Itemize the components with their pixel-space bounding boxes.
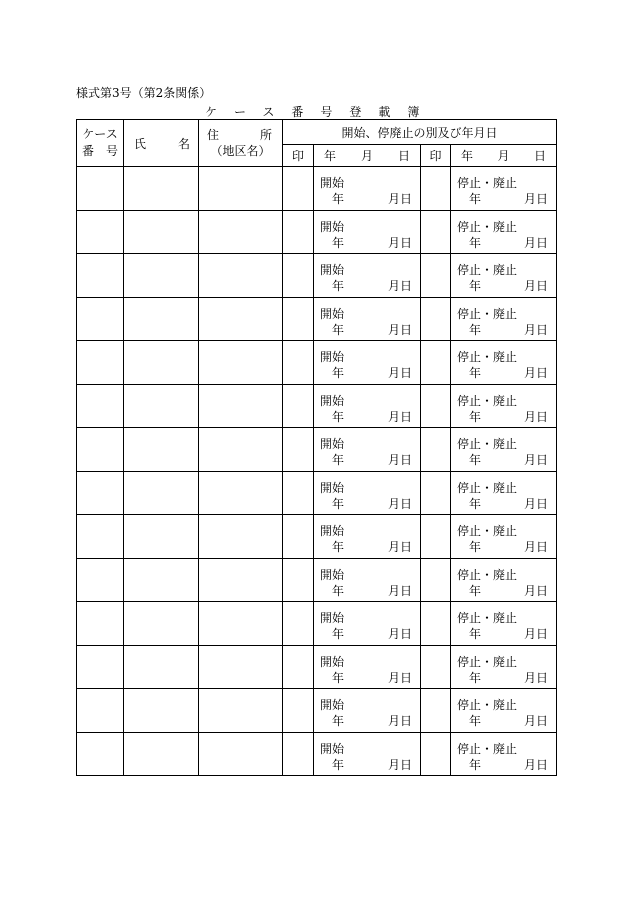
address-cell[interactable] — [199, 558, 283, 602]
address-cell[interactable] — [199, 297, 283, 341]
day-label: 日 — [536, 235, 549, 250]
seal-start-cell[interactable] — [283, 297, 314, 341]
stop-date-cell[interactable] — [451, 254, 557, 298]
name-cell[interactable] — [124, 602, 199, 646]
header-year: 年 — [324, 149, 337, 163]
stop-label: 停止・廃止 — [457, 393, 518, 408]
seal-start-cell[interactable] — [283, 602, 314, 646]
start-date-cell[interactable] — [314, 384, 421, 428]
stop-date-cell[interactable] — [451, 515, 557, 559]
day-label: 日 — [536, 322, 549, 337]
header-month: 月 — [360, 149, 373, 163]
year-label: 年 — [332, 409, 345, 424]
address-cell[interactable] — [199, 341, 283, 385]
header-year: 年 — [461, 149, 474, 163]
year-label: 年 — [469, 714, 482, 728]
month-label: 月 — [387, 279, 400, 293]
start-date-cell[interactable] — [314, 689, 421, 733]
stop-date-cell[interactable] — [451, 471, 557, 515]
month-label: 月 — [523, 453, 536, 467]
start-date-cell[interactable] — [314, 297, 421, 341]
month-label: 月 — [387, 757, 400, 772]
year-label: 年 — [469, 540, 482, 554]
start-date-cell[interactable] — [314, 210, 421, 254]
day-label: 日 — [536, 279, 549, 293]
year-label: 年 — [469, 192, 482, 206]
month-label: 月 — [387, 670, 400, 685]
day-label: 日 — [399, 279, 412, 293]
case-number-cell[interactable] — [77, 210, 124, 254]
header-address — [199, 120, 283, 167]
table-row — [77, 384, 557, 428]
day-label: 日 — [536, 366, 549, 380]
stop-label: 停止・廃止 — [457, 306, 518, 321]
stop-date-cell[interactable] — [451, 167, 557, 211]
case-number-cell[interactable] — [77, 167, 124, 211]
year-label: 年 — [332, 540, 345, 554]
day-label: 日 — [399, 670, 412, 685]
start-label: 開始 — [320, 567, 345, 582]
header-date-stop — [451, 145, 557, 167]
seal-start-cell[interactable] — [283, 558, 314, 602]
day-label: 日 — [536, 540, 549, 554]
address-cell[interactable] — [199, 428, 283, 472]
start-date-cell[interactable] — [314, 602, 421, 646]
start-date-cell[interactable] — [314, 515, 421, 559]
case-number-cell[interactable] — [77, 645, 124, 689]
table-row — [77, 341, 557, 385]
month-label: 月 — [523, 192, 536, 206]
name-cell[interactable] — [124, 254, 199, 298]
month-label: 月 — [523, 366, 536, 380]
seal-stop-cell[interactable] — [421, 645, 451, 689]
year-label: 年 — [469, 322, 482, 337]
stop-date-cell[interactable] — [451, 297, 557, 341]
header-seal-stop: 印 — [421, 145, 451, 167]
address-cell[interactable] — [199, 384, 283, 428]
seal-stop-cell[interactable] — [421, 254, 451, 298]
name-cell[interactable] — [124, 297, 199, 341]
header-address-b: 所 — [259, 128, 272, 142]
year-label: 年 — [332, 192, 345, 206]
stop-label: 停止・廃止 — [457, 698, 518, 712]
header-name — [124, 120, 199, 167]
start-label: 開始 — [320, 524, 345, 538]
stop-label: 停止・廃止 — [457, 437, 518, 451]
year-label: 年 — [332, 627, 345, 641]
day-label: 日 — [399, 496, 412, 511]
day-label: 日 — [399, 366, 412, 380]
month-label: 月 — [523, 496, 536, 511]
name-cell[interactable] — [124, 384, 199, 428]
month-label: 月 — [387, 322, 400, 337]
name-cell[interactable] — [124, 732, 199, 776]
seal-stop-cell[interactable] — [421, 558, 451, 602]
month-label: 月 — [387, 409, 400, 424]
year-label: 年 — [469, 235, 482, 250]
case-number-cell[interactable] — [77, 515, 124, 559]
header-case-number — [77, 120, 124, 167]
start-label: 開始 — [320, 654, 345, 669]
case-number-cell[interactable] — [77, 341, 124, 385]
table-row — [77, 167, 557, 211]
day-label: 日 — [536, 670, 549, 685]
stop-label: 停止・廃止 — [457, 219, 518, 234]
stop-date-cell[interactable] — [451, 689, 557, 733]
case-number-cell[interactable] — [77, 558, 124, 602]
month-label: 月 — [387, 366, 400, 380]
name-cell[interactable] — [124, 689, 199, 733]
month-label: 月 — [387, 714, 400, 728]
year-label: 年 — [469, 670, 482, 685]
seal-start-cell[interactable] — [283, 428, 314, 472]
month-label: 月 — [387, 583, 400, 598]
seal-start-cell[interactable] — [283, 167, 314, 211]
stop-date-cell[interactable] — [451, 210, 557, 254]
month-label: 月 — [387, 453, 400, 467]
stop-date-cell[interactable] — [451, 384, 557, 428]
day-label: 日 — [536, 627, 549, 641]
month-label: 月 — [523, 714, 536, 728]
stop-date-cell[interactable] — [451, 732, 557, 776]
table-row — [77, 254, 557, 298]
page-title: ケース番号登載簿 — [205, 105, 437, 119]
start-label: 開始 — [320, 393, 345, 408]
stop-label: 停止・廃止 — [457, 263, 518, 277]
start-label: 開始 — [320, 219, 345, 234]
start-label: 開始 — [320, 480, 345, 495]
stop-label: 停止・廃止 — [457, 524, 518, 538]
year-label: 年 — [332, 453, 345, 467]
address-cell[interactable] — [199, 210, 283, 254]
start-date-cell[interactable] — [314, 254, 421, 298]
stop-date-cell[interactable] — [451, 428, 557, 472]
day-label: 日 — [536, 757, 549, 772]
day-label: 日 — [399, 235, 412, 250]
address-cell[interactable] — [199, 689, 283, 733]
year-label: 年 — [332, 583, 345, 598]
day-label: 日 — [399, 409, 412, 424]
address-cell[interactable] — [199, 167, 283, 211]
start-label: 開始 — [320, 176, 345, 190]
stop-label: 停止・廃止 — [457, 654, 518, 669]
day-label: 日 — [399, 627, 412, 641]
start-date-cell[interactable] — [314, 428, 421, 472]
seal-stop-cell[interactable] — [421, 732, 451, 776]
seal-stop-cell[interactable] — [421, 297, 451, 341]
seal-start-cell[interactable] — [283, 384, 314, 428]
month-label: 月 — [523, 235, 536, 250]
stop-label: 停止・廃止 — [457, 611, 518, 625]
address-cell[interactable] — [199, 732, 283, 776]
day-label: 日 — [536, 192, 549, 206]
month-label: 月 — [387, 627, 400, 641]
header-case-number-line1: ケース — [82, 127, 118, 141]
start-label: 開始 — [320, 741, 345, 756]
month-label: 月 — [523, 540, 536, 554]
stop-date-cell[interactable] — [451, 558, 557, 602]
case-number-cell[interactable] — [77, 297, 124, 341]
registry-table — [76, 119, 557, 776]
form-number: 様式第3号（第2条関係） — [76, 86, 212, 100]
case-number-cell[interactable] — [77, 384, 124, 428]
case-number-cell[interactable] — [77, 602, 124, 646]
case-number-cell[interactable] — [77, 254, 124, 298]
name-cell[interactable] — [124, 167, 199, 211]
year-label: 年 — [469, 279, 482, 293]
header-seal-start: 印 — [283, 145, 314, 167]
month-label: 月 — [523, 583, 536, 598]
seal-stop-cell[interactable] — [421, 167, 451, 211]
address-cell[interactable] — [199, 471, 283, 515]
case-number-cell[interactable] — [77, 428, 124, 472]
table-row — [77, 645, 557, 689]
header-name-b: 名 — [177, 136, 190, 151]
name-cell[interactable] — [124, 558, 199, 602]
table-row — [77, 471, 557, 515]
table-row — [77, 428, 557, 472]
year-label: 年 — [469, 366, 482, 380]
header-name-a: 氏 — [134, 136, 147, 151]
day-label: 日 — [536, 453, 549, 467]
address-cell[interactable] — [199, 602, 283, 646]
month-label: 月 — [523, 409, 536, 424]
seal-start-cell[interactable] — [283, 645, 314, 689]
day-label: 日 — [399, 583, 412, 598]
seal-start-cell[interactable] — [283, 471, 314, 515]
year-label: 年 — [332, 496, 345, 511]
address-cell[interactable] — [199, 645, 283, 689]
year-label: 年 — [469, 627, 482, 641]
seal-start-cell[interactable] — [283, 210, 314, 254]
case-number-cell[interactable] — [77, 471, 124, 515]
year-label: 年 — [332, 322, 345, 337]
name-cell[interactable] — [124, 515, 199, 559]
day-label: 日 — [399, 757, 412, 772]
start-label: 開始 — [320, 306, 345, 321]
case-number-cell[interactable] — [77, 689, 124, 733]
table-row — [77, 689, 557, 733]
year-label: 年 — [332, 670, 345, 685]
month-label: 月 — [387, 192, 400, 206]
stop-label: 停止・廃止 — [457, 350, 518, 364]
start-label: 開始 — [320, 350, 345, 364]
year-label: 年 — [469, 409, 482, 424]
header-day: 日 — [534, 149, 547, 163]
year-label: 年 — [332, 279, 345, 293]
month-label: 月 — [387, 496, 400, 511]
day-label: 日 — [399, 322, 412, 337]
month-label: 月 — [387, 540, 400, 554]
seal-stop-cell[interactable] — [421, 210, 451, 254]
stop-date-cell[interactable] — [451, 602, 557, 646]
seal-stop-cell[interactable] — [421, 384, 451, 428]
year-label: 年 — [332, 235, 345, 250]
month-label: 月 — [523, 279, 536, 293]
name-cell[interactable] — [124, 341, 199, 385]
header-month: 月 — [497, 149, 510, 163]
year-label: 年 — [469, 496, 482, 511]
year-label: 年 — [469, 583, 482, 598]
year-label: 年 — [332, 714, 345, 728]
seal-start-cell[interactable] — [283, 732, 314, 776]
start-date-cell[interactable] — [314, 341, 421, 385]
day-label: 日 — [536, 583, 549, 598]
seal-start-cell[interactable] — [283, 515, 314, 559]
table-row — [77, 558, 557, 602]
year-label: 年 — [469, 757, 482, 772]
table-row — [77, 297, 557, 341]
start-label: 開始 — [320, 611, 345, 625]
day-label: 日 — [536, 409, 549, 424]
stop-date-cell[interactable] — [451, 341, 557, 385]
start-date-cell[interactable] — [314, 558, 421, 602]
table-row — [77, 602, 557, 646]
case-number-cell[interactable] — [77, 732, 124, 776]
stop-label: 停止・廃止 — [457, 480, 518, 495]
seal-stop-cell[interactable] — [421, 471, 451, 515]
name-cell[interactable] — [124, 471, 199, 515]
seal-stop-cell[interactable] — [421, 341, 451, 385]
day-label: 日 — [399, 192, 412, 206]
month-label: 月 — [523, 627, 536, 641]
start-label: 開始 — [320, 437, 345, 451]
start-label: 開始 — [320, 698, 345, 712]
year-label: 年 — [332, 366, 345, 380]
seal-stop-cell[interactable] — [421, 428, 451, 472]
month-label: 月 — [523, 757, 536, 772]
table-row — [77, 515, 557, 559]
day-label: 日 — [399, 714, 412, 728]
header-status-dates: 開始、停廃止の別及び年月日 — [283, 120, 557, 145]
name-cell[interactable] — [124, 210, 199, 254]
year-label: 年 — [469, 453, 482, 467]
stop-label: 停止・廃止 — [457, 176, 518, 190]
header-address-a: 住 — [207, 128, 220, 142]
day-label: 日 — [399, 453, 412, 467]
day-label: 日 — [399, 540, 412, 554]
stop-date-cell[interactable] — [451, 645, 557, 689]
start-date-cell[interactable] — [314, 645, 421, 689]
header-date-start — [314, 145, 421, 167]
seal-stop-cell[interactable] — [421, 689, 451, 733]
seal-start-cell[interactable] — [283, 689, 314, 733]
month-label: 月 — [523, 670, 536, 685]
address-cell[interactable] — [199, 515, 283, 559]
day-label: 日 — [536, 714, 549, 728]
seal-start-cell[interactable] — [283, 254, 314, 298]
stop-label: 停止・廃止 — [457, 567, 518, 582]
header-day: 日 — [397, 149, 410, 163]
address-cell[interactable] — [199, 254, 283, 298]
start-date-cell[interactable] — [314, 167, 421, 211]
seal-start-cell[interactable] — [283, 341, 314, 385]
header-address-sub: （地区名） — [210, 144, 271, 158]
start-label: 開始 — [320, 263, 345, 277]
seal-stop-cell[interactable] — [421, 515, 451, 559]
seal-stop-cell[interactable] — [421, 602, 451, 646]
stop-label: 停止・廃止 — [457, 741, 518, 756]
start-date-cell[interactable] — [314, 471, 421, 515]
day-label: 日 — [536, 496, 549, 511]
start-date-cell[interactable] — [314, 732, 421, 776]
name-cell[interactable] — [124, 645, 199, 689]
month-label: 月 — [387, 235, 400, 250]
year-label: 年 — [332, 757, 345, 772]
table-row — [77, 210, 557, 254]
name-cell[interactable] — [124, 428, 199, 472]
header-case-number-line2: 番 号 — [81, 144, 118, 158]
table-row — [77, 732, 557, 776]
month-label: 月 — [523, 322, 536, 337]
